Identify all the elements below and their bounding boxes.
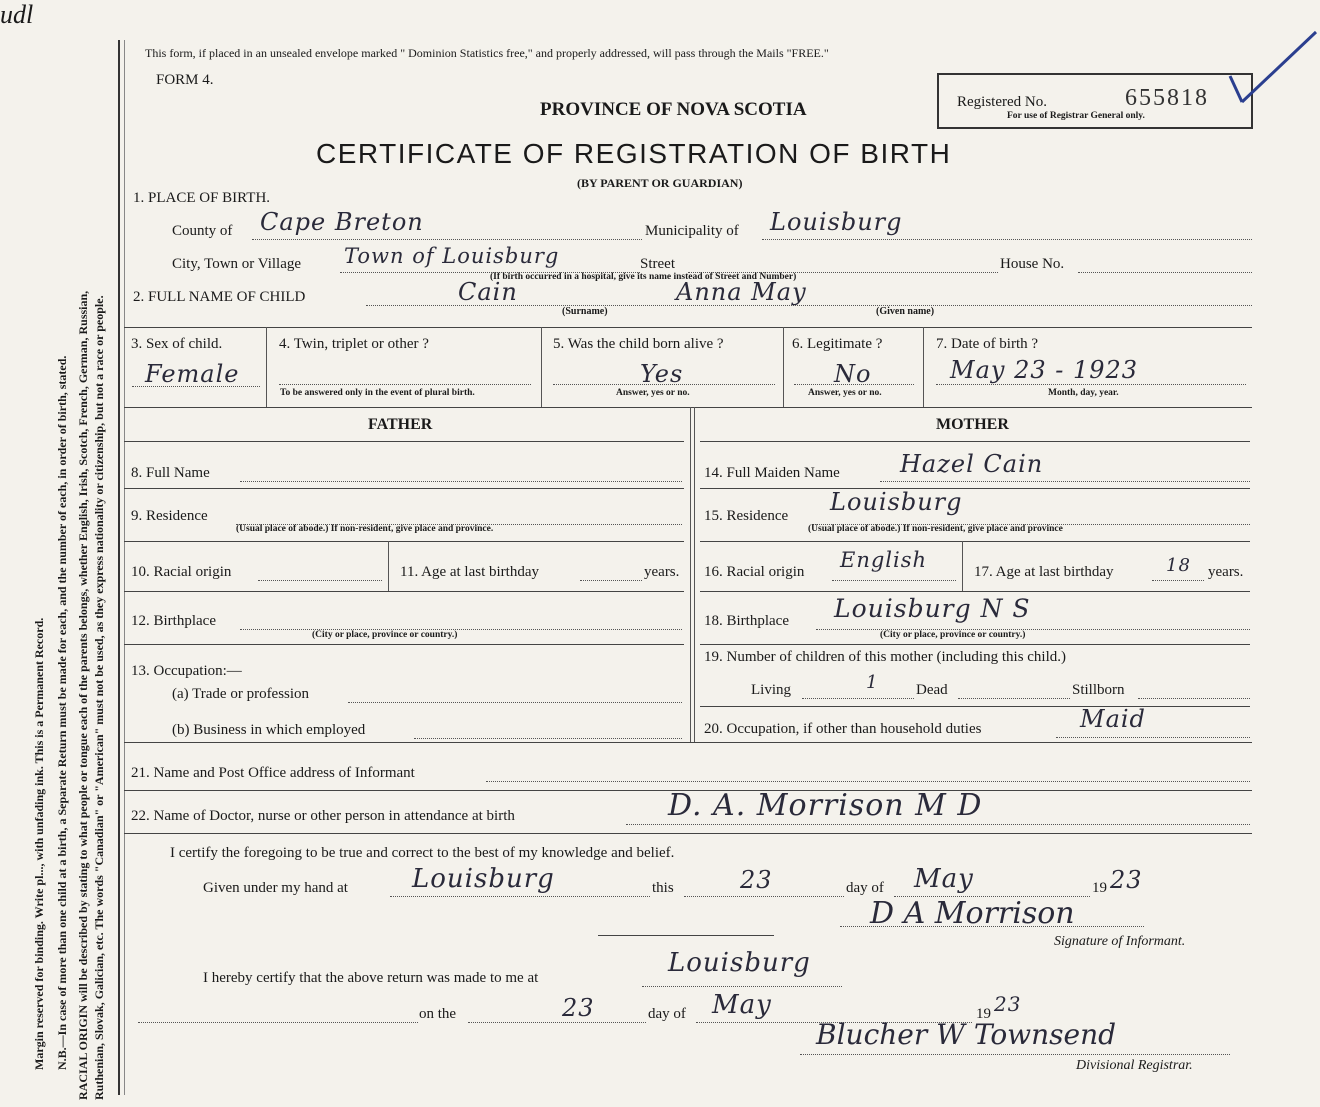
city-value: Town of Louisburg [344, 244, 560, 268]
registrar-text: I hereby certify that the above return was made to me at [203, 970, 539, 986]
alive-caption: Answer, yes or no. [616, 388, 690, 398]
father-heading: FATHER [368, 416, 433, 433]
dob-caption: Month, day, year. [1048, 388, 1119, 398]
mother-residence-label: 15. Residence [704, 508, 789, 524]
registered-number: 655818 [1125, 85, 1209, 111]
mother-name-value: Hazel Cain [900, 450, 1044, 478]
margin-rule-inner [124, 40, 125, 1095]
margin-note-racial-2: Ruthenian, Slovak, Galician, etc. The words "Canadian" or "American" must not be used, as they express nationality or citizenship, but not a race or people. [92, 295, 106, 1100]
informant-signature: D A Morrison [870, 896, 1075, 931]
month-value: May [914, 864, 974, 894]
mother-age-unit: years. [1208, 564, 1244, 580]
legit-value: No [834, 360, 872, 388]
legit-label: 6. Legitimate ? [792, 336, 883, 352]
certify-text: I certify the foregoing to be true and correct to the best of my knowledge and belief. [170, 845, 675, 861]
informant-caption: Signature of Informant. [1054, 934, 1186, 949]
father-residence-caption: (Usual place of abode.) If non-resident, give place and province. [236, 524, 494, 534]
father-birthplace-caption: (City or place, province or country.) [312, 630, 458, 640]
alive-value: Yes [640, 360, 684, 388]
hospital-note: (If birth occurred in a hospital, give its name instead of Street and Number) [490, 272, 797, 282]
mother-birthplace-caption: (City or place, province or country.) [880, 630, 1026, 640]
surname-caption: (Surname) [562, 306, 608, 317]
mail-notice: This form, if placed in an unsealed envelope marked " Dominion Statistics free," and properly addressed, will pass through the Mails "FREE." [145, 46, 829, 60]
municipality-label: Municipality of [645, 223, 739, 239]
given-name-caption: (Given name) [876, 306, 935, 317]
province-title: PROVINCE OF NOVA SCOTIA [540, 99, 807, 120]
father-racial-label: 10. Racial origin [131, 564, 232, 580]
reg-day-value: 23 [562, 994, 595, 1022]
father-birthplace-label: 12. Birthplace [131, 613, 216, 629]
mother-racial-label: 16. Racial origin [704, 564, 805, 580]
surname-value: Cain [458, 278, 518, 306]
mother-occupation-value: Maid [1080, 705, 1146, 733]
mother-residence-value: Louisburg [830, 488, 963, 516]
twin-caption: To be answered only in the event of plural birth. [280, 388, 475, 398]
mother-birthplace-label: 18. Birthplace [704, 613, 789, 629]
registrar-place-value: Louisburg [668, 948, 811, 978]
registered-box [937, 73, 1253, 129]
county-value: Cape Breton [260, 208, 424, 236]
reg-month-value: May [712, 990, 772, 1020]
mother-name-label: 14. Full Maiden Name [704, 465, 840, 481]
street-label: Street [640, 256, 675, 272]
registrar-caption: Divisional Registrar. [1076, 1058, 1193, 1073]
county-label: County of [172, 223, 233, 239]
city-label: City, Town or Village [172, 256, 302, 272]
mother-age-label: 17. Age at last birthday [974, 564, 1114, 580]
mother-living-label: Living [751, 682, 791, 698]
day-of-label: day of [846, 880, 884, 896]
margin-note-nb: N.B.—In case of more than one child at a birth, a Separate Return must be made for each, and the number of each, in order of birth, stated. [55, 355, 69, 1070]
municipality-value: Louisburg [770, 208, 903, 236]
margin-note-racial: RACIAL ORIGIN will be described by stating to what people or tongue each of the parents belongs, whether English, Irish, Scotch, French, German, Russian, [76, 290, 90, 1100]
dob-value: May 23 - 1923 [950, 356, 1139, 384]
given-label: Given under my hand at [203, 880, 348, 896]
reg-day-of-label: day of [648, 1006, 686, 1022]
mother-occupation-label: 20. Occupation, if other than household duties [704, 721, 982, 737]
place-heading: 1. PLACE OF BIRTH. [133, 190, 271, 206]
father-trade-label: (a) Trade or profession [172, 686, 310, 702]
registrar-note: For use of Registrar General only. [1007, 111, 1145, 121]
registered-label: Registered No. [957, 94, 1047, 110]
father-business-label: (b) Business in which employed [172, 722, 366, 738]
certificate-subtitle: (BY PARENT OR GUARDIAN) [577, 176, 743, 190]
on-the-label: on the [419, 1006, 457, 1022]
legit-caption: Answer, yes or no. [808, 388, 882, 398]
registrar-signature: Blucher W Townsend [816, 1018, 1117, 1051]
certificate-title: CERTIFICATE OF REGISTRATION OF BIRTH [316, 138, 952, 169]
mother-stillborn-label: Stillborn [1072, 682, 1125, 698]
check-mark-icon [1228, 24, 1318, 104]
doctor-label: 22. Name of Doctor, nurse or other person in attendance at birth [131, 808, 515, 824]
year-value: 23 [1110, 866, 1143, 894]
mother-children-label: 19. Number of children of this mother (including this child.) [704, 649, 1067, 665]
father-name-label: 8. Full Name [131, 465, 210, 481]
sex-value: Female [145, 360, 240, 388]
mother-racial-value: English [840, 548, 928, 572]
house-label: House No. [1000, 256, 1065, 272]
mother-heading: MOTHER [936, 416, 1009, 433]
reg-year-value: 23 [994, 992, 1022, 1016]
sex-label: 3. Sex of child. [131, 336, 223, 352]
mother-residence-caption: (Usual place of abode.) If non-resident, give place and province [808, 524, 1063, 534]
mother-living-value: 1 [866, 672, 879, 693]
doctor-value: D. A. Morrison M D [668, 788, 983, 823]
this-day-value: 23 [740, 866, 773, 894]
mother-birthplace-value: Louisburg N S [834, 594, 1031, 623]
given-place-value: Louisburg [412, 864, 555, 894]
year-prefix: 19 [1092, 880, 1107, 896]
margin-scrawl: udl [0, 0, 34, 29]
mother-age-value: 18 [1166, 555, 1191, 576]
father-occupation-label: 13. Occupation:— [131, 663, 242, 679]
given-name-value: Anna May [676, 278, 807, 306]
father-age-unit: years. [644, 564, 680, 580]
form-number: FORM 4. [156, 72, 214, 88]
informant-label: 21. Name and Post Office address of Informant [131, 765, 415, 781]
this-label: this [652, 880, 674, 896]
alive-label: 5. Was the child born alive ? [553, 336, 724, 352]
dob-label: 7. Date of birth ? [936, 336, 1039, 352]
mother-dead-label: Dead [916, 682, 948, 698]
father-residence-label: 9. Residence [131, 508, 208, 524]
margin-rule [118, 40, 120, 1095]
margin-note-binding: Margin reserved for binding. Write pl..., with unfading ink. This is a Permanent Record. [32, 617, 46, 1070]
father-age-label: 11. Age at last birthday [400, 564, 539, 580]
child-name-label: 2. FULL NAME OF CHILD [133, 289, 306, 305]
reg-year-prefix: 19 [976, 1006, 991, 1022]
twin-label: 4. Twin, triplet or other ? [279, 336, 429, 352]
